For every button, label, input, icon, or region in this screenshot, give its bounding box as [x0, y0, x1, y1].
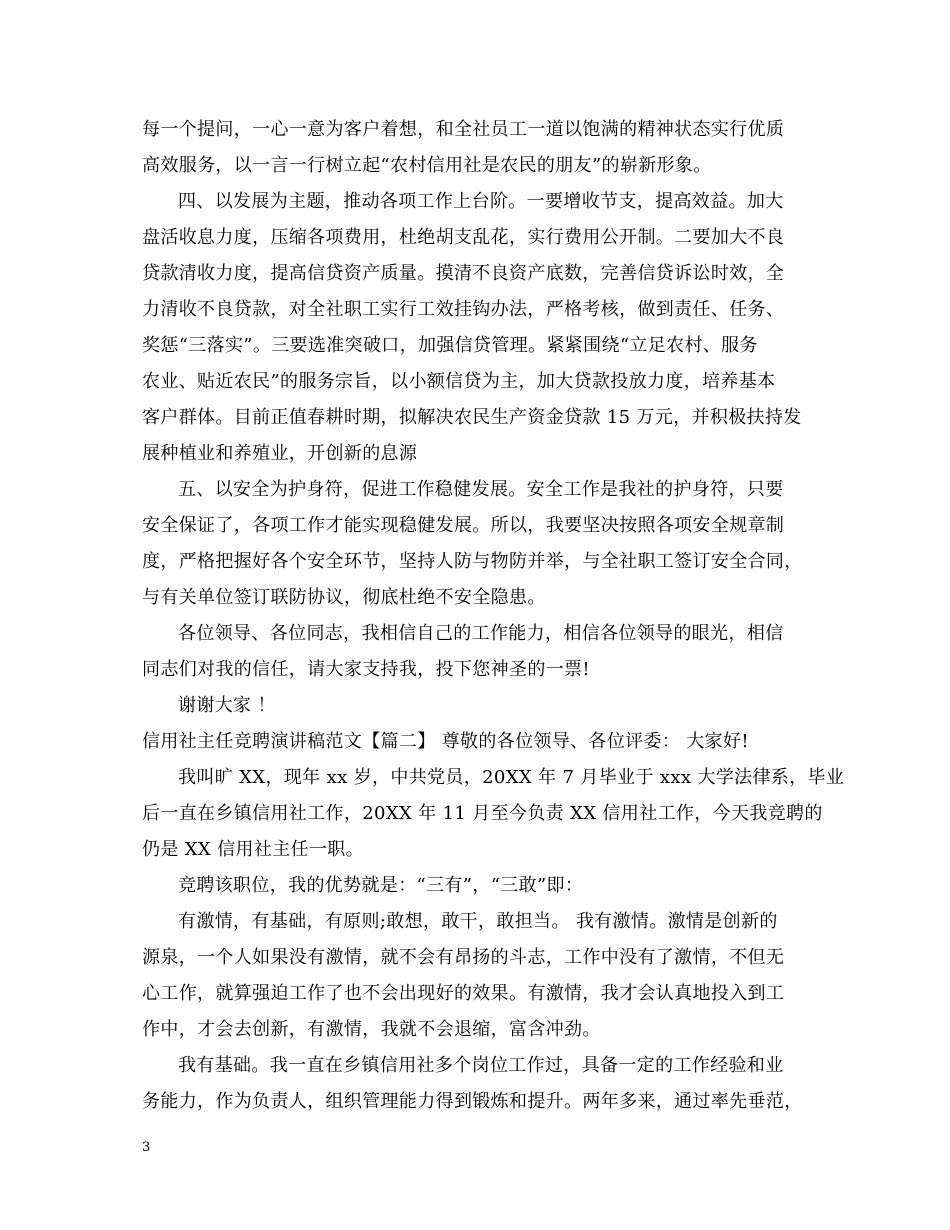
- text-line: 竞聘该职位，我的优势就是：“三有”，“三敢”即：: [178, 875, 584, 896]
- text-line: 力清收不良贷款，对全社职工实行工效挂钩办法，严格考核，做到责任、任务、: [142, 299, 785, 320]
- text-line: 奖惩“三落实”。三要选准突破口，加强信贷管理。紧紧围绕“立足农村、服务: [142, 335, 758, 356]
- text-line: 同志们对我的信任，请大家支持我，投下您神圣的一票!: [142, 659, 590, 680]
- text-line: 务能力，作为负责人，组织管理能力得到锻炼和提升。两年多来，通过率先垂范，: [142, 1091, 803, 1112]
- text-line: 每一个提问，一心一意为客户着想，和全社员工一道以饱满的精神状态实行优质: [142, 119, 785, 140]
- text-line: 有激情，有基础，有原则;敢想，敢干，敢担当。 我有激情。激情是创新的: [178, 911, 778, 932]
- text-line: 展种植业和养殖业，开创新的息源: [142, 443, 418, 464]
- text-line: 作中，才会去创新，有激情，我就不会退缩，富含冲劲。: [142, 1019, 601, 1040]
- text-line: 四、以发展为主题，推动各项工作上台阶。一要增收节支，提高效益。加大: [178, 191, 784, 212]
- text-line: 五、以安全为护身符，促进工作稳健发展。安全工作是我社的护身符，只要: [178, 479, 784, 500]
- text-line: 谢谢大家 ！: [178, 695, 276, 716]
- text-line: 度，严格把握好各个安全环节，坚持人防与物防并举，与全社职工签订安全合同，: [142, 551, 803, 572]
- text-line: 仍是 XX 信用社主任一职。: [142, 839, 364, 860]
- text-line: 农业、贴近农民”的服务宗旨，以小额信贷为主，加大贷款投放力度，培养基本: [142, 371, 776, 392]
- text-line: 我有基础。我一直在乡镇信用社多个岗位工作过，具备一定的工作经验和业: [178, 1055, 784, 1076]
- text-line: 心工作，就算强迫工作了也不会出现好的效果。有激情，我才会认真地投入到工: [142, 983, 785, 1004]
- text-line: 源泉，一个人如果没有激情，就不会有昂扬的斗志，工作中没有了激情，不但无: [142, 947, 785, 968]
- text-line: 各位领导、各位同志，我相信自己的工作能力，相信各位领导的眼光，相信: [178, 623, 784, 644]
- text-line: 客户群体。目前正值春耕时期，拟解决农民生产资金贷款 15 万元，并积极扶持发: [142, 407, 802, 428]
- text-line: 安全保证了，各项工作才能实现稳健发展。所以，我要坚决按照各项安全规章制: [142, 515, 785, 536]
- section-heading-line: 信用社主任竞聘演讲稿范文【篇二】 尊敬的各位领导、各位评委： 大家好!: [142, 731, 749, 752]
- text-line: 与有关单位签订联防协议，彻底杜绝不安全隐患。: [142, 587, 546, 608]
- text-line: 后一直在乡镇信用社工作，20XX 年 11 月至今负责 XX 信用社工作，今天我竞聘的: [142, 803, 823, 824]
- text-line: 贷款清收力度，提高信贷资产质量。摸清不良资产底数，完善信贷诉讼时效，全: [142, 263, 785, 284]
- text-line: 高效服务，以一言一行树立起“农村信用社是农民的朋友”的崭新形象。: [142, 155, 712, 176]
- text-line: 盘活收息力度，压缩各项费用，杜绝胡支乱花，实行费用公开制。二要加大不良: [142, 227, 785, 248]
- text-line: 我叫旷 XX，现年 xx 岁，中共党员，20XX 年 7 月毕业于 xxx 大学法律系，毕业: [178, 767, 845, 788]
- page-number: 3: [142, 1140, 151, 1155]
